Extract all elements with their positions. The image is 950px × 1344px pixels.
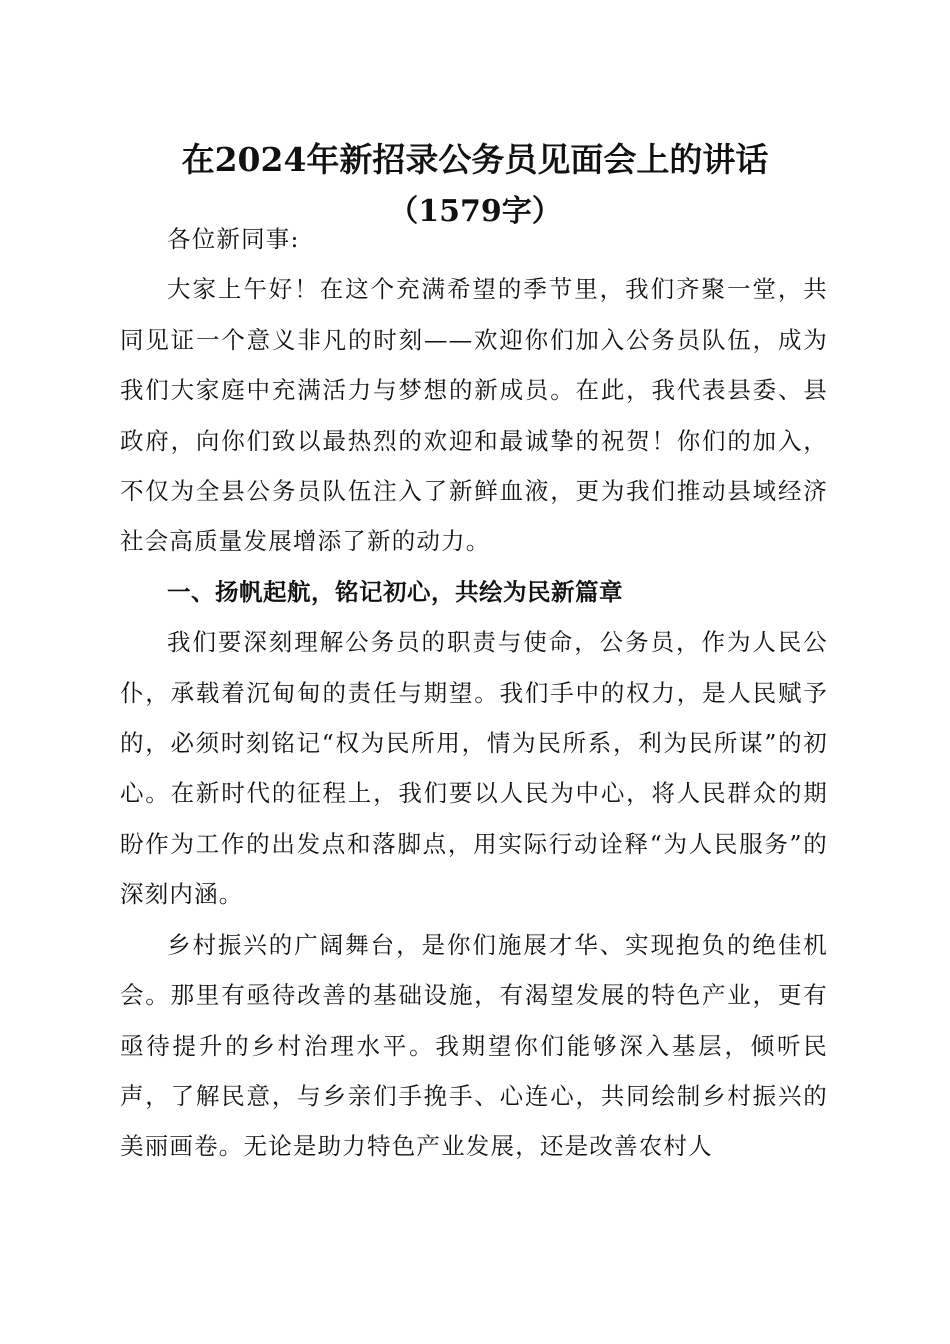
intro-paragraph: 大家上午好！在这个充满希望的季节里，我们齐聚一堂，共同见证一个意义非凡的时刻——欢迎你们加入公务员队伍，成为我们大家庭中充满活力与梦想的新成员。在此，我代表县委、县政府，向你们致以最热烈的欢迎和最诚挚的祝贺！你们的加入，不仅为全县公务员队伍注入了新鲜血液，更为我们推动县域经济社会高质量发展增添了新的动力。 xyxy=(120,275,828,556)
body-paragraph: 我们要深刻理解公务员的职责与使命，公务员，作为人民公仆，承载着沉甸甸的责任与期望。我们手中的权力，是人民赋予的，必须时刻铭记“权为民所用，情为民所系，利为民所谋”的初心。在新时代的征程上，我们要以人民为中心，将人民群众的期盼作为工作的出发点和落脚点，用实际行动诠释“为人民服务”的深刻内涵。 xyxy=(120,628,828,909)
document-title: 在2024年新招录公务员见面会上的讲话 xyxy=(181,140,769,179)
salutation: 各位新同事: xyxy=(167,225,300,253)
section-heading-1: 一、扬帆起航，铭记初心，共绘为民新篇章 xyxy=(167,577,623,606)
document-body xyxy=(120,214,828,1172)
body-paragraph: 乡村振兴的广阔舞台，是你们施展才华、实现抱负的绝佳机会。那里有亟待改善的基础设施，有渴望发展的特色产业，更有亟待提升的乡村治理水平。我期望你们能够深入基层，倾听民声，了解民意，与乡亲们手挽手、心连心，共同绘制乡村振兴的美丽画卷。无论是助力特色产业发展，还是改善农村人 xyxy=(120,930,828,1161)
word-count-subtitle: （1579字） xyxy=(388,194,562,229)
